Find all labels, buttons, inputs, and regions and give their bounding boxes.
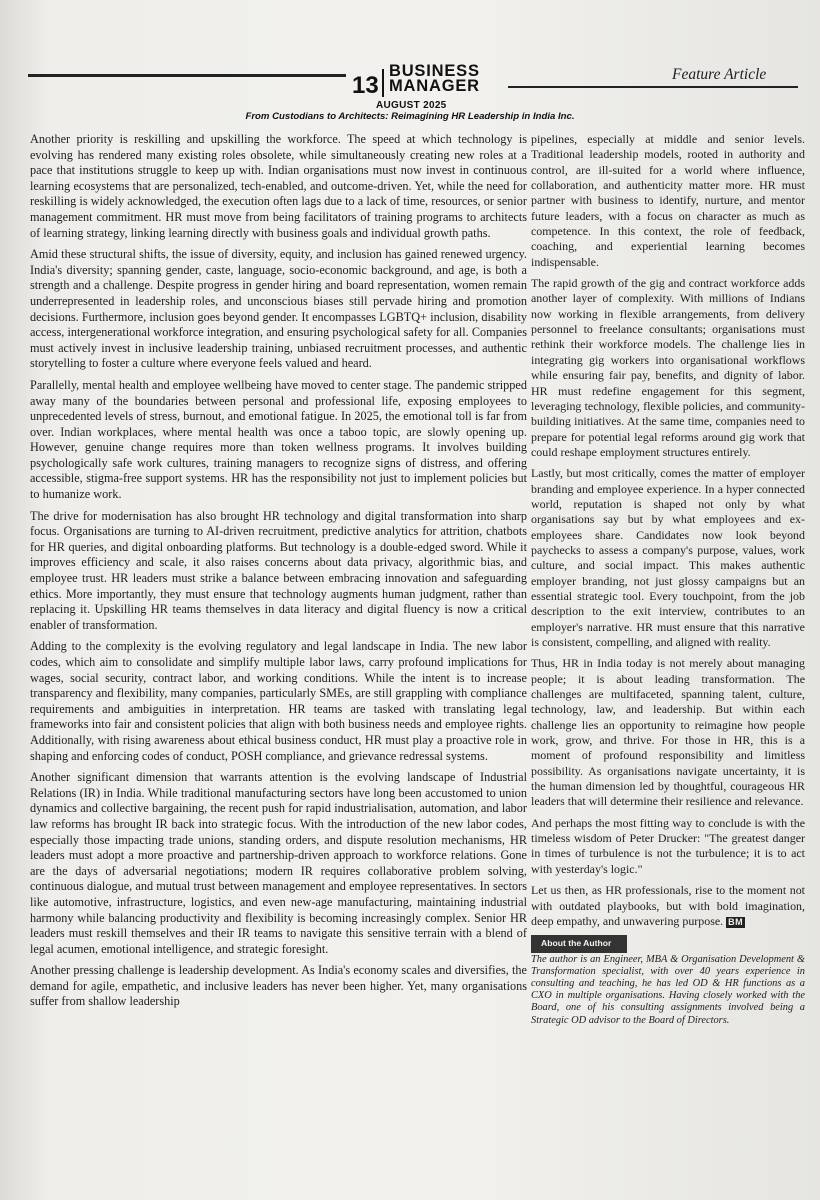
paragraph-transformation: Thus, HR in India today is not merely about managing people; it is about leading transformation. The challenges are multifaceted, spanning talent, culture, technology, law, and leadership. But within each challenge lies an opportunity to reimagine how people work, grow, and thrive. For those in HR, this is a moment of profound responsibility and limitless possibility. As organisations navigate uncertainty, it is the human dimension led by thoughtful, courageous HR leaders that will determine their resilience and relevance. bbox=[531, 656, 805, 809]
paragraph-employer-branding: Lastly, but most critically, comes the matter of employer branding and employee experience. In a hyper connected world, reputation is shaped not only by what organisations say but by what employees and ex-employees share. Candidates now look beyond paychecks to assess a company's purpose, values, work culture, and social impact. This makes authentic employer branding, not just glossy campaigns but an essential strategic tool. Every touchpoint, from the job description to the exit interview, contributes to an employer's narrative. HR must ensure that this narrative is consistent, compelling, and aligned with reality. bbox=[531, 466, 805, 649]
logo-line-business: BUSINESS bbox=[389, 62, 480, 80]
paragraph-wellbeing: Parallelly, mental health and employee wellbeing have moved to center stage. The pandemic stripped away many of the boundaries between personal and professional life, exposing employees to unprecedented levels of stress, burnout, and emotional fatigue. In 2025, the emotional toll is far from over. Indian workplaces, where mental health was once a taboo topic, are slowly opening up. However, genuine change requires more than token wellness programs. It involves building psychologically safe work cultures, training managers to recognize signs of distress, and offering accessible, stigma-free support systems. HR has the responsibility not just to implement policies but to humanize work. bbox=[30, 377, 527, 502]
paragraph-diversity: Amid these structural shifts, the issue of diversity, equity, and inclusion has gained renewed urgency. India's diversity; spanning gender, caste, language, socio-economic background, and age, is both a strength and a challenge. Despite progress in gender hiring and board representation, women remain underrepresented in leadership roles, and unconscious biases still pervade hiring and promotion decisions. Furthermore, inclusion goes beyond gender. It encompasses LGBTQ+ inclusion, disability access, intergenerational workforce integration, and ensuring psychological safety for all. Companies must actively invest in inclusive leadership training, unbiased recruitment processes, and authentic storytelling to foster a culture where everyone feels valued and heard. bbox=[30, 247, 527, 371]
author-bio: The author is an Engineer, MBA & Organisation Development & Transformation specialist, with over 40 years experience in consulting and teaching, he has led OD & HR functions as a CXO in multiple organisations. Having closely worked with the Board, one of his consulting assignments involved being a Strategic OD advisor to the Board of Directors. bbox=[531, 953, 805, 1026]
paragraph-closing bbox=[531, 883, 805, 929]
masthead-divider bbox=[382, 69, 384, 97]
page-number: 13 bbox=[352, 72, 379, 99]
end-mark-logo: BM bbox=[728, 916, 744, 927]
paragraph-reskilling: Another priority is reskilling and upskilling the workforce. The speed at which technology is evolving has rendered many existing roles obsolete, while simultaneously creating new roles at a pace that institutions struggle to keep up with. Indian organisations must now invest in continuous learning ecosystems that are personalized, tech-enabled, and outcome-driven. Yet, while the need for reskilling is widely acknowledged, the execution often lags due to a lack of time, resources, or senior management commitment. HR must move from being facilitators of training programs to architects of learning strategy, linking learning directly with business goals and individual growth paths. bbox=[30, 132, 527, 240]
paragraph-hr-technology: The drive for modernisation has also brought HR technology and digital transformation into sharp focus. Organisations are turning to AI-driven recruitment, predictive analytics for attrition, chatbots for HR queries, and digital onboarding platforms. But technology is a double-edged sword. While it improves efficiency and scale, it also raises concerns about data privacy, algorithmic bias, and employee trust. HR leaders must strike a balance between embracing innovation and safeguarding ethics. More importantly, they must ensure that technology augments human judgment, rather than replacing it. Upskilling HR teams themselves in data literacy and digital fluency is now a critical enabler of transformation. bbox=[30, 508, 527, 632]
right-column bbox=[531, 132, 805, 1027]
about-author-box bbox=[531, 935, 805, 1027]
paragraph-drucker-quote: And perhaps the most fitting way to conclude is with the timeless wisdom of Peter Drucker: "The greatest danger in times of turbulence is not the turbulence; it is to act with yesterday's logic." bbox=[531, 815, 805, 876]
paragraph-industrial-relations: Another significant dimension that warrants attention is the evolving landscape of Industrial Relations (IR) in India. While traditional manufacturing sectors have long been accustomed to union dynamics and collective bargaining, the recent push for rapid industrialisation, automation, and labor law reforms has brought IR back into strategic focus. With the introduction of the new labor codes, especially those impacting trade unions, standing orders, and dispute resolution mechanisms, HR leaders must adopt a more proactive and partnership-driven approach to workforce relations. Gone are the days of adversarial negotiations; modern IR requires collaborative problem solving, continuous dialogue, and mutual trust between management and employee representatives. In sectors like automotive, infrastructure, logistics, and even new-age manufacturing, maintaining industrial harmony while balancing productivity and flexibility is becoming increasingly complex. Senior HR leaders must reskill themselves and their IR teams to navigate this sensitive terrain with a blend of legal acumen, emotional intelligence, and strategic foresight. bbox=[30, 770, 527, 956]
section-label: Feature Article bbox=[672, 66, 767, 83]
article-title: From Custodians to Architects: Reimagining HR Leadership in India Inc. bbox=[245, 111, 575, 122]
paragraph-gig-workforce: The rapid growth of the gig and contract workforce adds another layer of complexity. With millions of Indians now working in flexible arrangements, from delivery personnel to freelance consultants; organisations must rethink their workforce models. The challenge lies in integrating gig workers into organisational workflows while ensuring fair pay, benefits, and dignity of labor. HR must redefine engagement for this segment, leveraging technology, flexible policies, and community-building initiatives. At the same time, companies need to prepare for potential legal reforms around gig work that could reshape employment structures entirely. bbox=[531, 276, 805, 459]
closing-text: Let us then, as HR professionals, rise to the moment not with outdated playbooks, but with bold imagination, deep empathy, and unwavering purpose. bbox=[531, 883, 805, 928]
paragraph-leadership: Another pressing challenge is leadership development. As India's economy scales and diversifies, the demand for agile, empathetic, and inclusive leaders has never been higher. Yet, many organisations suffer from shallow leadership bbox=[30, 963, 527, 1009]
paragraph-regulatory: Adding to the complexity is the evolving regulatory and legal landscape in India. The new labor codes, which aim to consolidate and simplify multiple labor laws, carry profound implications for wages, social security, contract labor, and working conditions. While the intent is to increase transparency and flexibility, many companies, particularly SMEs, are still grappling with compliance requirements and ambiguities in interpretation. HR teams are tasked with translating legal frameworks into fair and consistent policies that align with both business needs and employee rights. Additionally, with rising awareness about ethical business conduct, HR must play a proactive role in shaping and enforcing codes of conduct, POSH compliance, and grievance redressal systems. bbox=[30, 639, 527, 763]
header-rule-right bbox=[508, 86, 798, 88]
publication-logo bbox=[389, 64, 480, 94]
left-column bbox=[30, 132, 527, 1016]
header-rule-left bbox=[28, 74, 346, 77]
logo-line-manager: MANAGER bbox=[389, 77, 480, 95]
about-author-label: About the Author bbox=[531, 935, 627, 952]
paragraph-pipelines: pipelines, especially at middle and senior levels. Traditional leadership models, rooted in authority and control, are ill-suited for a world where influence, collaboration, and authenticity matter more. HR must partner with business to identify, nurture, and mentor future leaders, with a focus on character as much as competence. In this context, the role of feedback, coaching, and experiential learning becomes indispensable. bbox=[531, 132, 805, 269]
issue-date: AUGUST 2025 bbox=[376, 100, 447, 111]
